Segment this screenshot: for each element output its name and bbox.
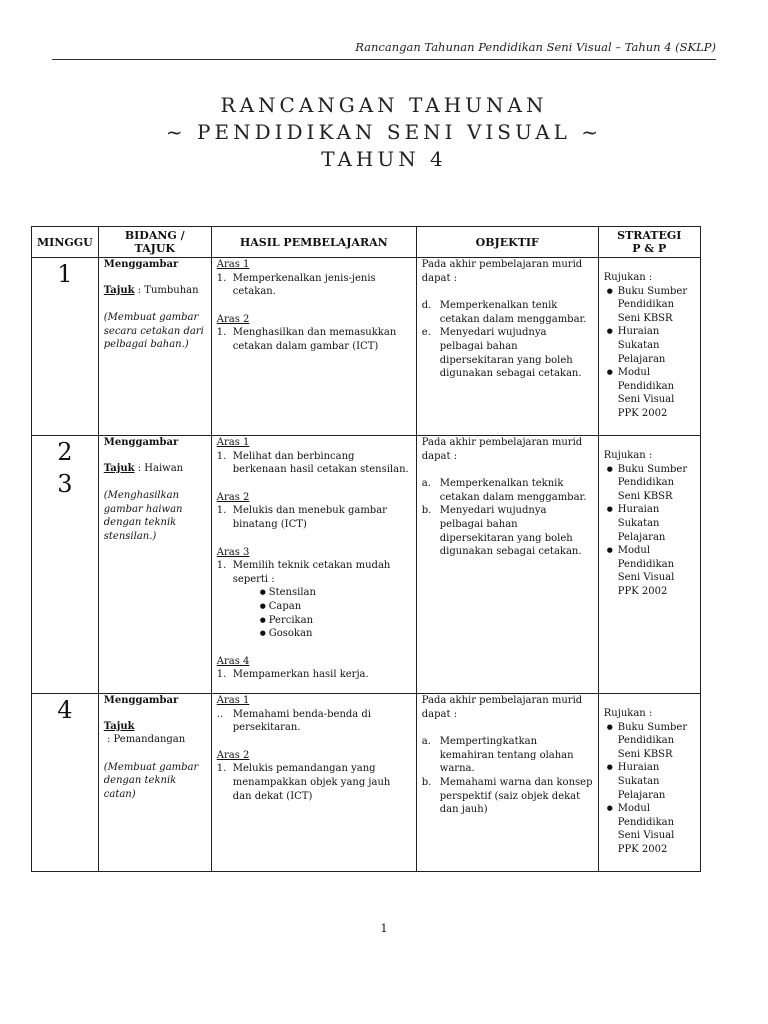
title-line-2: ~ PENDIDIKAN SENI VISUAL ~ <box>165 120 603 144</box>
header-bidang <box>98 227 211 258</box>
item-letter: a. <box>421 736 431 748</box>
item-text: Menyedari wujudnya pelbagai bahan dipersekitaran yang boleh digunakan sebagai cetakan. <box>439 327 582 380</box>
item-number: 1. <box>216 450 227 462</box>
header-strategi <box>598 227 700 258</box>
aras-label: Aras 2 <box>216 491 250 503</box>
item-letter: b. <box>421 776 432 788</box>
item-text: Memperkenalkan jenis-jenis cetakan. <box>232 272 376 298</box>
objektif-item <box>422 326 593 380</box>
item-text: Memilih teknik cetakan mudah seperti : <box>232 560 391 585</box>
item-text: Memperkenalkan teknik cetakan dalam menggambar. <box>439 478 587 503</box>
bidang-title: Menggambar <box>103 437 179 448</box>
table-row <box>32 258 701 436</box>
item-text: Menyedari wujudnya pelbagai bahan dipersekitaran yang boleh digunakan sebagai cetakan. <box>439 505 582 558</box>
item-text-wrap <box>233 450 411 477</box>
objektif-list <box>422 735 593 817</box>
bidang-note: (Membuat gambar dengan teknik catan) <box>103 761 199 800</box>
rujukan-item: ● Huraian Sukatan Pelajaran <box>618 325 695 366</box>
cell-strategi <box>598 436 700 694</box>
aras-label: Aras 3 <box>216 546 250 558</box>
item-text: Memahami warna dan konsep perspektif (saiz objek dekat dan jauh) <box>439 776 593 816</box>
table-row <box>32 436 701 694</box>
item-letter: d. <box>421 300 432 312</box>
plan-table <box>31 226 701 872</box>
aras-label: Aras 1 <box>216 695 250 706</box>
item-text: Melukis pemandangan yang menampakkan objek yang jauh dan dekat (ICT) <box>232 763 391 802</box>
tajuk-value: Haiwan <box>144 462 184 474</box>
tajuk-line <box>104 462 206 476</box>
week-number: 4 <box>57 696 73 724</box>
aras-label: Aras 1 <box>216 259 250 270</box>
technique-item: ● Stensilan <box>269 586 411 600</box>
tajuk-separator: : <box>134 284 145 296</box>
tajuk-line <box>104 284 206 298</box>
rujukan-item: ● Modul Pendidikan Seni Visual PPK 2002 <box>618 366 695 420</box>
objektif-intro: Pada akhir pembelajaran murid dapat : <box>421 437 583 462</box>
bidang-note: (Membuat gambar secara cetakan dari pelbagai bahan.) <box>103 312 204 351</box>
cell-hasil-pembelajaran <box>211 694 416 872</box>
table-header-row <box>32 227 701 258</box>
aras-label: Aras 1 <box>216 437 250 448</box>
objektif-item <box>422 504 593 558</box>
hasil-item <box>217 559 411 641</box>
header-bidang-line-2: TAJUK <box>134 242 175 255</box>
item-text: Mempamerkan hasil kerja. <box>232 669 369 681</box>
item-number: 1. <box>216 272 227 284</box>
objektif-item <box>422 477 593 504</box>
item-letter: b. <box>421 505 432 517</box>
item-text: Melukis dan menebuk gambar binatang (ICT) <box>232 505 387 530</box>
rujukan-list <box>604 721 695 857</box>
header-strategi-line-1: STRATEGI <box>617 229 682 242</box>
table-body <box>32 258 701 872</box>
hasil-item <box>217 504 411 531</box>
item-number: 1. <box>216 327 227 339</box>
header-rule <box>52 59 716 60</box>
week-number: 1 <box>57 260 73 288</box>
aras-block <box>217 749 411 803</box>
cell-strategi <box>598 694 700 872</box>
hasil-item <box>217 450 411 477</box>
rujukan-label: Rujukan : <box>603 272 653 283</box>
tajuk-separator: : <box>134 462 145 474</box>
rujukan-item: ● Modul Pendidikan Seni Visual PPK 2002 <box>618 544 695 598</box>
item-text: Memahami benda-benda di persekitaran. <box>232 708 372 734</box>
technique-list <box>233 586 411 640</box>
rujukan-list <box>604 463 695 599</box>
hasil-item <box>217 668 411 682</box>
bidang-title: Menggambar <box>103 695 179 706</box>
bidang-title: Menggambar <box>103 259 179 270</box>
document-title <box>0 92 768 173</box>
aras-block <box>217 546 411 641</box>
item-text: Mempertingkatkan kemahiran tentang olahan warna. <box>439 736 574 775</box>
item-text-wrap <box>233 272 411 299</box>
cell-objektif <box>416 258 598 436</box>
rujukan-item: ● Buku Sumber Pendidikan Seni KBSR <box>618 463 695 504</box>
title-line-3: TAHUN 4 <box>321 147 447 171</box>
cell-minggu <box>32 258 99 436</box>
cell-objektif <box>416 694 598 872</box>
aras-block <box>217 655 411 682</box>
cell-bidang <box>98 436 211 694</box>
hasil-item <box>217 762 411 803</box>
cell-minggu <box>32 694 99 872</box>
objektif-list <box>422 299 593 381</box>
aras-block <box>217 491 411 532</box>
item-text-wrap <box>233 504 411 531</box>
aras-label: Aras 2 <box>216 749 250 761</box>
tajuk-value: Tumbuhan <box>144 284 199 296</box>
aras-block <box>217 313 411 354</box>
tajuk-line <box>104 720 206 747</box>
cell-strategi <box>598 258 700 436</box>
cell-bidang <box>98 258 211 436</box>
objektif-intro: Pada akhir pembelajaran murid dapat : <box>421 695 583 720</box>
cell-hasil-pembelajaran <box>211 436 416 694</box>
item-letter: a. <box>421 478 431 490</box>
rujukan-label: Rujukan : <box>603 708 653 719</box>
hasil-item <box>217 708 411 735</box>
cell-hasil-pembelajaran <box>211 258 416 436</box>
objektif-item <box>422 776 593 817</box>
hasil-item <box>217 326 411 353</box>
rujukan-item: ● Buku Sumber Pendidikan Seni KBSR <box>618 285 695 326</box>
cell-minggu <box>32 436 99 694</box>
item-number: 1. <box>216 763 227 775</box>
hasil-item <box>217 272 411 299</box>
aras-block <box>217 694 411 735</box>
item-number: .. <box>216 708 224 720</box>
item-number: 1. <box>216 560 227 572</box>
item-text: Menghasilkan dan memasukkan cetakan dalam gambar (ICT) <box>232 327 397 352</box>
bidang-note: (Menghasilkan gambar haiwan dengan teknik stensilan.) <box>103 490 183 542</box>
item-text-wrap <box>233 668 411 682</box>
item-text-wrap <box>233 326 411 353</box>
cell-objektif <box>416 436 598 694</box>
item-number: 1. <box>216 669 227 681</box>
objektif-intro: Pada akhir pembelajaran murid dapat : <box>421 259 583 284</box>
page-number: 1 <box>380 922 388 935</box>
aras-block <box>217 436 411 477</box>
item-text-wrap <box>233 762 411 803</box>
week-number: 3 <box>57 470 73 498</box>
tajuk-label: Tajuk <box>103 720 135 732</box>
item-letter: e. <box>421 327 431 339</box>
aras-label: Aras 4 <box>216 655 250 667</box>
technique-item: ● Gosokan <box>269 627 411 641</box>
rujukan-list <box>604 285 695 421</box>
header-objektif: OBJEKTIF <box>416 227 598 258</box>
rujukan-item: ● Modul Pendidikan Seni Visual PPK 2002 <box>618 802 695 856</box>
tajuk-separator: : <box>103 734 114 746</box>
technique-item: ● Capan <box>269 600 411 614</box>
objektif-item <box>422 299 593 326</box>
table-row <box>32 694 701 872</box>
running-header: Rancangan Tahunan Pendidikan Seni Visual – Tahun 4 (SKLP) <box>355 40 716 54</box>
item-text-wrap <box>233 708 411 735</box>
rujukan-item: ● Huraian Sukatan Pelajaran <box>618 761 695 802</box>
objektif-list <box>422 477 593 559</box>
header-hasil: HASIL PEMBELAJARAN <box>211 227 416 258</box>
header-minggu: MINGGU <box>32 227 99 258</box>
aras-block <box>217 258 411 299</box>
header-bidang-line-1: BIDANG / <box>124 229 185 242</box>
aras-label: Aras 2 <box>216 313 250 325</box>
tajuk-label: Tajuk <box>103 284 135 296</box>
title-line-1: RANCANGAN TAHUNAN <box>220 93 548 117</box>
item-number: 1. <box>216 505 227 517</box>
week-number: 2 <box>57 438 73 466</box>
cell-bidang <box>98 694 211 872</box>
tajuk-label: Tajuk <box>103 462 135 474</box>
tajuk-value: Pemandangan <box>113 734 186 746</box>
item-text: Melihat dan berbincang berkenaan hasil cetakan stensilan. <box>232 450 409 476</box>
item-text: Memperkenalkan tenik cetakan dalam menggambar. <box>439 300 587 325</box>
rujukan-label: Rujukan : <box>603 450 653 461</box>
header-strategi-line-2: P & P <box>632 242 667 255</box>
rujukan-item: ● Huraian Sukatan Pelajaran <box>618 503 695 544</box>
item-text-wrap <box>233 559 411 641</box>
rujukan-item: ● Buku Sumber Pendidikan Seni KBSR <box>618 721 695 762</box>
objektif-item <box>422 735 593 776</box>
technique-item: ● Percikan <box>269 614 411 628</box>
